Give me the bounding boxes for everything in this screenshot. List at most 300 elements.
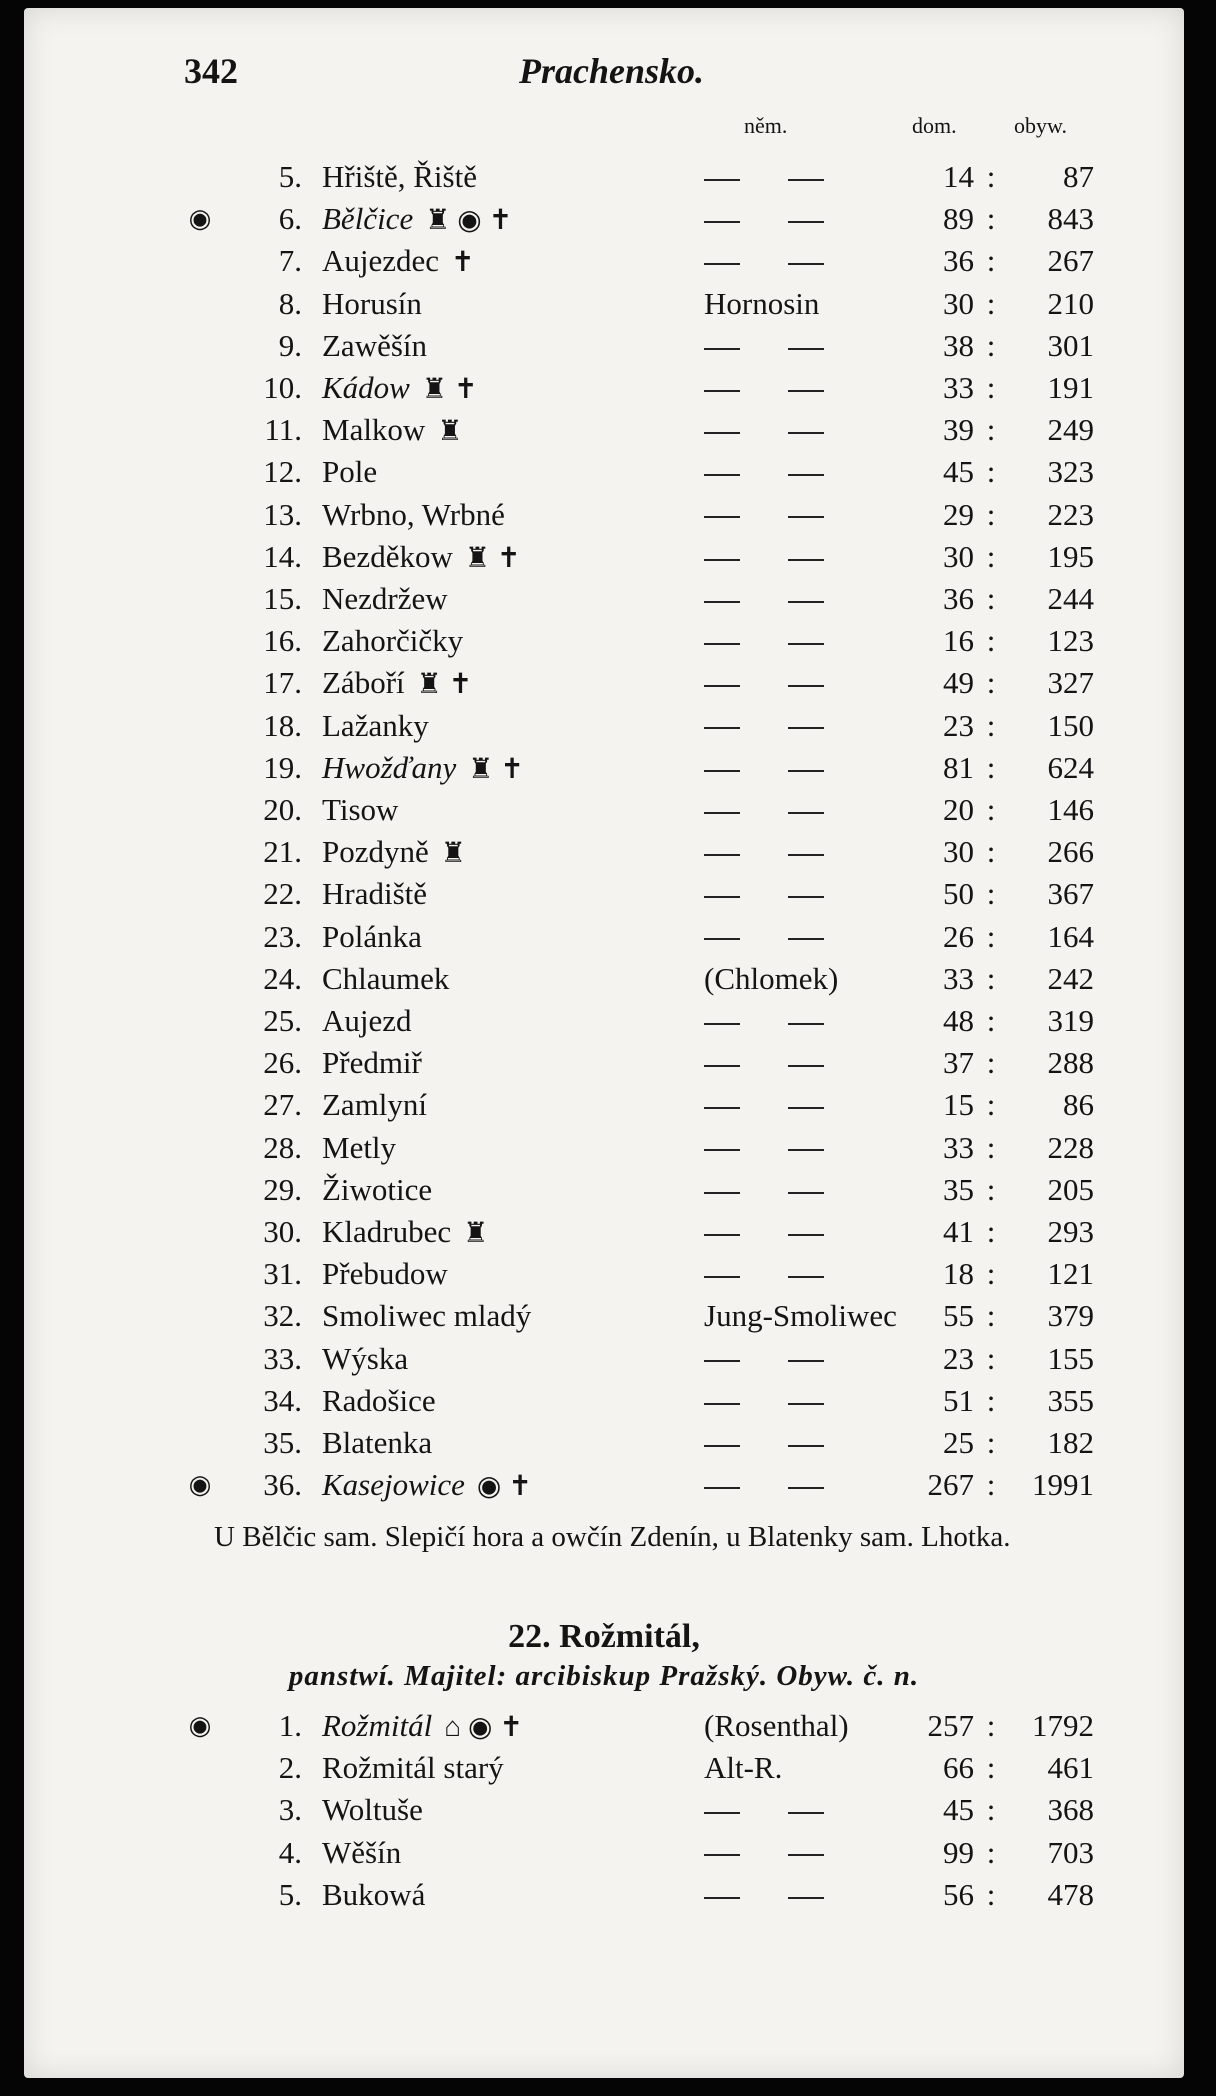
village-cell (322, 1000, 424, 1044)
village-cell (322, 916, 434, 960)
houses-count: 56 (943, 1876, 974, 1912)
map-symbols-icon: ♜ ✝ (421, 374, 478, 405)
separator: : (986, 1467, 996, 1503)
row-number: 24. (263, 960, 302, 996)
population-count: 121 (1047, 1256, 1094, 1292)
population-count: 155 (1047, 1340, 1094, 1376)
dash-mark (788, 474, 824, 476)
dash-mark (788, 1854, 824, 1856)
map-symbols-icon: ♜ (437, 416, 463, 448)
village-cell (322, 1705, 523, 1749)
dash-mark (788, 390, 824, 392)
table-row (24, 1211, 1184, 1253)
row-number: 36. (263, 1467, 302, 1503)
dash-mark (704, 896, 740, 898)
row-number: 10. (263, 370, 302, 405)
table-row (24, 747, 1184, 789)
separator: : (986, 454, 996, 490)
dash-mark (788, 1107, 824, 1109)
row-number: 33. (263, 1340, 302, 1376)
dash-mark (704, 474, 740, 476)
table-row (24, 1380, 1184, 1422)
table-row (24, 1127, 1184, 1169)
population-count: 123 (1047, 623, 1094, 659)
village-cell (322, 325, 439, 369)
separator: : (986, 1425, 996, 1460)
dash-mark (704, 348, 740, 350)
row-number: 18. (263, 707, 302, 743)
section-owner-line: panstwí. Majitel: arcibiskup Pražský. Obyw. č. n. (288, 1660, 920, 1692)
village-name: Chlaumek (322, 960, 450, 996)
houses-count: 89 (943, 201, 974, 237)
village-cell (322, 705, 441, 749)
table-row (24, 1832, 1184, 1874)
dash-mark (704, 1192, 740, 1194)
village-name: Radošice (322, 1382, 436, 1418)
village-name: Polánka (322, 918, 422, 954)
dash-mark (788, 1192, 824, 1194)
village-name: Zahorčičky (322, 623, 464, 659)
book-page (24, 8, 1184, 2078)
village-name: Bezděkow (322, 538, 453, 574)
houses-count: 35 (943, 1171, 974, 1207)
dash-mark (788, 685, 824, 687)
separator: : (986, 581, 996, 616)
village-cell (322, 1789, 435, 1833)
row-number: 19. (263, 749, 302, 785)
table-row (24, 916, 1184, 958)
dash-mark (788, 1403, 824, 1405)
dash-mark (788, 896, 824, 898)
population-count: 327 (1047, 665, 1094, 701)
village-name: Tisow (322, 792, 399, 827)
houses-count: 39 (943, 412, 974, 448)
houses-count: 33 (943, 960, 974, 996)
village-name: Woltuše (322, 1792, 423, 1828)
population-count: 301 (1047, 327, 1094, 363)
population-count: 843 (1047, 201, 1094, 237)
dash-mark (788, 1487, 824, 1489)
row-number: 1. (278, 1708, 302, 1743)
population-count: 191 (1047, 370, 1094, 405)
separator: : (986, 1750, 996, 1786)
map-symbols-icon: ✝ (451, 247, 475, 279)
row-number: 8. (278, 285, 302, 321)
separator: : (986, 1792, 996, 1828)
village-name: Hřiště, Řiště (322, 159, 477, 194)
separator: : (986, 285, 996, 321)
village-cell (322, 1084, 439, 1128)
houses-count: 30 (943, 538, 974, 574)
village-cell (322, 451, 389, 495)
table-row (24, 831, 1184, 873)
separator: : (986, 1340, 996, 1376)
population-count: 249 (1047, 412, 1094, 448)
separator: : (986, 1382, 996, 1418)
table-row (24, 1295, 1184, 1337)
table-row (24, 409, 1184, 451)
village-cell (322, 156, 489, 200)
separator: : (986, 665, 996, 701)
village-cell (322, 1380, 448, 1424)
row-number: 21. (263, 834, 302, 870)
village-name: Kladrubec (322, 1214, 452, 1249)
houses-count: 25 (943, 1425, 974, 1460)
separator: : (986, 1298, 996, 1334)
population-count: 146 (1047, 792, 1094, 827)
dash-mark (704, 432, 740, 434)
dash-mark (788, 938, 824, 940)
separator: : (986, 538, 996, 574)
row-number: 20. (263, 792, 302, 827)
population-count: 205 (1047, 1171, 1094, 1207)
dash-mark (788, 1234, 824, 1236)
dash-mark (788, 179, 824, 181)
village-name: Aujezdec (322, 243, 440, 279)
row-number: 4. (278, 1834, 302, 1870)
separator: : (986, 834, 996, 870)
separator: : (986, 1045, 996, 1081)
houses-count: 33 (943, 1129, 974, 1165)
houses-count: 15 (943, 1087, 974, 1123)
dash-mark (704, 938, 740, 940)
village-cell (322, 198, 512, 242)
houses-count: 23 (943, 1340, 974, 1376)
table-row (24, 325, 1184, 367)
houses-count: 66 (943, 1750, 974, 1786)
market-marker-icon: ◉ (188, 1711, 212, 1740)
table-row (24, 620, 1184, 662)
map-symbols-icon: ⌂ ◉ ✝ (444, 1712, 523, 1743)
table-row (24, 662, 1184, 704)
village-cell (322, 240, 475, 284)
dash-mark (704, 685, 740, 687)
dash-mark (704, 727, 740, 729)
row-number: 23. (263, 918, 302, 954)
houses-count: 37 (943, 1045, 974, 1081)
village-cell (322, 1338, 420, 1382)
dash-mark (788, 770, 824, 772)
population-count: 1792 (1032, 1708, 1094, 1743)
population-count: 293 (1047, 1214, 1094, 1249)
houses-count: 45 (943, 1792, 974, 1828)
dash-mark (704, 516, 740, 518)
row-number: 26. (263, 1045, 302, 1081)
houses-count: 55 (943, 1298, 974, 1334)
population-count: 87 (1063, 159, 1094, 194)
population-count: 266 (1047, 834, 1094, 870)
table-row (24, 578, 1184, 620)
dash-mark (788, 1360, 824, 1362)
village-cell (322, 283, 434, 327)
separator: : (986, 496, 996, 532)
houses-count: 49 (943, 665, 974, 701)
houses-count: 18 (943, 1256, 974, 1292)
population-count: 478 (1047, 1876, 1094, 1912)
population-count: 182 (1047, 1425, 1094, 1460)
row-number: 30. (263, 1214, 302, 1249)
village-cell (322, 747, 524, 791)
houses-count: 29 (943, 496, 974, 532)
dash-mark (704, 1812, 740, 1814)
village-name: Zawěšín (322, 327, 428, 363)
map-symbols-icon: ♜ ◉ ✝ (425, 205, 513, 237)
village-name: Aujezd (322, 1003, 412, 1038)
dash-mark (704, 1487, 740, 1489)
dash-mark (704, 1445, 740, 1447)
dash-mark (704, 390, 740, 392)
population-count: 355 (1047, 1382, 1094, 1418)
table-row (24, 1789, 1184, 1831)
separator: : (986, 1171, 996, 1207)
village-name: Přebudow (322, 1256, 448, 1292)
dash-mark (704, 1149, 740, 1151)
row-number: 35. (263, 1425, 302, 1460)
dash-mark (704, 1107, 740, 1109)
village-name: Zamlyní (322, 1087, 428, 1123)
map-symbols-icon: ♜ ✝ (416, 669, 473, 701)
dash-mark (788, 1812, 824, 1814)
table-row (24, 156, 1184, 198)
dash-mark (788, 643, 824, 645)
houses-count: 51 (943, 1382, 974, 1418)
separator: : (986, 876, 996, 912)
table-row (24, 958, 1184, 1000)
houses-count: 20 (943, 792, 974, 827)
german-name: Hornosin (704, 285, 820, 321)
table-row (24, 705, 1184, 747)
village-cell (322, 958, 461, 1002)
table-row (24, 873, 1184, 915)
village-cell (322, 620, 475, 664)
houses-count: 26 (943, 918, 974, 954)
village-cell (322, 367, 477, 411)
map-symbols-icon: ◉ ✝ (476, 1471, 532, 1503)
village-cell (322, 789, 410, 833)
separator: : (986, 1087, 996, 1123)
houses-count: 267 (927, 1467, 974, 1503)
village-name: Malkow (322, 412, 426, 448)
dash-mark (704, 179, 740, 181)
separator: : (986, 370, 996, 405)
houses-count: 99 (943, 1834, 974, 1870)
table-row (24, 1705, 1184, 1747)
population-count: 323 (1047, 454, 1094, 490)
table-row (24, 198, 1184, 240)
table-row (24, 1084, 1184, 1126)
village-cell (322, 873, 439, 917)
village-name: Wýska (322, 1340, 409, 1376)
dash-mark (788, 854, 824, 856)
population-count: 624 (1047, 749, 1094, 785)
row-number: 11. (264, 412, 302, 448)
separator: : (986, 1708, 996, 1743)
row-number: 22. (263, 876, 302, 912)
row-number: 28. (263, 1129, 302, 1165)
running-title: Prachensko. (519, 51, 705, 91)
population-count: 244 (1047, 581, 1094, 616)
houses-count: 81 (943, 749, 974, 785)
village-cell (322, 1211, 488, 1255)
table-row (24, 1169, 1184, 1211)
houses-count: 23 (943, 707, 974, 743)
houses-count: 50 (943, 876, 974, 912)
village-name: Kasejowice (322, 1467, 465, 1503)
map-symbols-icon: ♜ (440, 838, 466, 870)
separator: : (986, 1834, 996, 1870)
separator: : (986, 1129, 996, 1165)
population-count: 368 (1047, 1792, 1094, 1828)
village-cell (322, 494, 517, 538)
population-count: 1991 (1032, 1467, 1094, 1503)
population-count: 319 (1047, 1003, 1094, 1038)
separator: : (986, 412, 996, 448)
page-number: 342 (184, 51, 238, 91)
row-number: 14. (263, 538, 302, 574)
row-number: 7. (278, 243, 302, 279)
village-cell (322, 1127, 408, 1171)
village-name: Pole (322, 454, 378, 490)
german-name: (Chlomek) (704, 960, 839, 996)
column-header-obyw: obyw. (1014, 113, 1067, 138)
table-row (24, 494, 1184, 536)
separator: : (986, 749, 996, 785)
row-number: 2. (278, 1750, 302, 1786)
separator: : (986, 792, 996, 827)
row-number: 3. (278, 1792, 302, 1828)
houses-count: 16 (943, 623, 974, 659)
dash-mark (704, 263, 740, 265)
population-count: 164 (1047, 918, 1094, 954)
village-cell (322, 1874, 437, 1918)
village-cell (322, 1747, 516, 1791)
separator: : (986, 327, 996, 363)
row-number: 25. (263, 1003, 302, 1038)
houses-count: 36 (943, 243, 974, 279)
table-row (24, 1874, 1184, 1916)
population-count: 150 (1047, 707, 1094, 743)
dash-mark (704, 770, 740, 772)
map-symbols-icon: ♜ ✝ (468, 753, 524, 785)
houses-count: 257 (927, 1708, 974, 1743)
dash-mark (704, 1276, 740, 1278)
dash-mark (788, 1023, 824, 1025)
dash-mark (788, 1149, 824, 1151)
separator: : (986, 1214, 996, 1249)
village-name: Pozdyně (322, 834, 429, 870)
village-cell (322, 409, 462, 453)
village-cell (322, 1832, 413, 1876)
dash-mark (788, 1445, 824, 1447)
dash-mark (788, 221, 824, 223)
dash-mark (704, 1023, 740, 1025)
population-count: 86 (1063, 1087, 1094, 1123)
table-row (24, 451, 1184, 493)
village-name: Metly (322, 1129, 397, 1165)
dash-mark (704, 1403, 740, 1405)
village-name: Rožmitál starý (322, 1750, 504, 1786)
village-cell (322, 536, 520, 580)
dash-mark (788, 727, 824, 729)
village-cell (322, 831, 466, 875)
table-row (24, 367, 1184, 409)
houses-count: 41 (943, 1214, 974, 1249)
separator: : (986, 1876, 996, 1912)
dash-mark (704, 221, 740, 223)
row-number: 13. (263, 496, 302, 532)
village-cell (322, 1253, 460, 1297)
population-count: 223 (1047, 496, 1094, 532)
dash-mark (788, 516, 824, 518)
dash-mark (704, 1065, 740, 1067)
map-symbols-icon: ♜ (463, 1218, 489, 1249)
market-marker-icon: ◉ (188, 204, 212, 234)
dash-mark (704, 1854, 740, 1856)
village-name: Rožmitál (322, 1708, 433, 1743)
row-number: 6. (278, 201, 302, 237)
population-count: 288 (1047, 1045, 1094, 1081)
village-cell (322, 1295, 543, 1339)
village-cell (322, 1169, 444, 1213)
dash-mark (788, 1276, 824, 1278)
village-name: Předmiř (322, 1045, 422, 1081)
village-cell (322, 1422, 444, 1466)
village-name: Bělčice (322, 201, 414, 237)
village-name: Bukowá (322, 1876, 426, 1912)
dash-mark (788, 348, 824, 350)
dash-mark (788, 432, 824, 434)
dash-mark (788, 1897, 824, 1899)
table-row (24, 1464, 1184, 1506)
village-cell (322, 1464, 532, 1508)
table-row (24, 1253, 1184, 1295)
population-count: 703 (1047, 1834, 1094, 1870)
dash-mark (704, 643, 740, 645)
population-count: 242 (1047, 960, 1094, 996)
population-count: 195 (1047, 538, 1094, 574)
village-name: Wěšín (322, 1834, 402, 1870)
table-row (24, 1338, 1184, 1380)
population-count: 379 (1047, 1298, 1094, 1334)
row-number: 34. (263, 1382, 302, 1418)
separator: : (986, 918, 996, 954)
population-count: 210 (1047, 285, 1094, 321)
dash-mark (704, 812, 740, 814)
village-cell (322, 662, 472, 706)
row-number: 12. (263, 454, 302, 490)
village-name: Záboří (322, 665, 405, 701)
dash-mark (788, 812, 824, 814)
dash-mark (704, 1234, 740, 1236)
separator: : (986, 1003, 996, 1038)
table-row (24, 1422, 1184, 1464)
population-count: 461 (1047, 1750, 1094, 1786)
village-name: Hwožďany (322, 749, 457, 785)
column-header-dom: dom. (912, 113, 957, 138)
row-number: 31. (263, 1256, 302, 1292)
separator: : (986, 1256, 996, 1292)
dash-mark (788, 601, 824, 603)
table-row (24, 1042, 1184, 1084)
population-count: 228 (1047, 1129, 1094, 1165)
separator: : (986, 243, 996, 279)
village-cell (322, 578, 460, 622)
row-number: 32. (263, 1298, 302, 1334)
houses-count: 48 (943, 1003, 974, 1038)
population-count: 267 (1047, 243, 1094, 279)
row-number: 29. (263, 1171, 302, 1207)
houses-count: 33 (943, 370, 974, 405)
